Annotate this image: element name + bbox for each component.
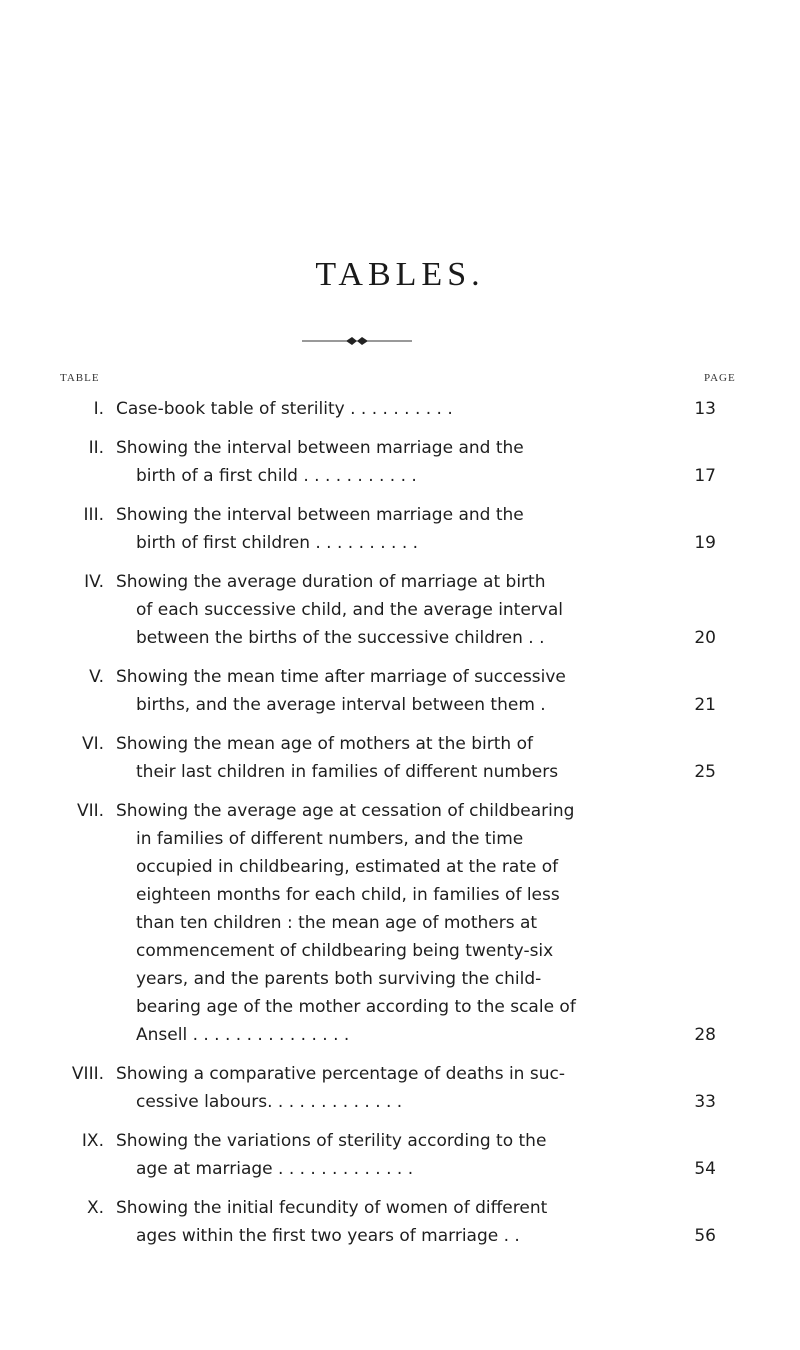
entry-text-line: Showing the interval between marriage and the	[116, 505, 524, 525]
table-numeral: VII.	[76, 801, 104, 821]
page-title: TABLES.	[315, 256, 485, 293]
table-numeral: VIII.	[71, 1064, 104, 1084]
entry-text-line: Showing the variations of sterility according to the	[116, 1131, 547, 1151]
entry-text-line: births, and the average interval between them .	[136, 695, 546, 715]
entry-text-line: Showing a comparative percentage of deaths in suc-	[116, 1064, 565, 1084]
page-number: 25	[694, 762, 716, 782]
entry-text-line: commencement of childbearing being twenty-six	[136, 941, 554, 961]
entry-text-line: birth of first children . . . . . . . . . .	[136, 533, 419, 553]
table-numeral: IV.	[84, 572, 104, 592]
entry-text-line: in families of different numbers, and the time	[136, 829, 524, 849]
page-number: 33	[694, 1092, 716, 1112]
entry-text-line: Showing the average age at cessation of childbearing	[116, 801, 575, 821]
table-column-header: TABLE	[60, 372, 100, 384]
entry-text-line: Showing the mean age of mothers at the birth of	[116, 734, 533, 754]
page-number: 21	[694, 695, 716, 715]
page-number: 28	[694, 1025, 716, 1045]
entry-text-line: age at marriage . . . . . . . . . . . . .	[136, 1159, 414, 1179]
entry-text-line: their last children in families of different numbers	[136, 762, 559, 782]
table-numeral: VI.	[81, 734, 104, 754]
entry-text-line: Showing the initial fecundity of women of different	[116, 1198, 548, 1218]
entry-text-line: years, and the parents both surviving the child-	[136, 969, 542, 989]
entry-text-line: Ansell . . . . . . . . . . . . . . .	[136, 1025, 350, 1045]
page-number: 54	[694, 1159, 716, 1179]
page-column-header: PAGE	[704, 372, 736, 384]
entry-text-line: bearing age of the mother according to the scale of	[136, 997, 576, 1017]
table-numeral: II.	[88, 438, 104, 458]
page-number: 56	[694, 1226, 716, 1246]
page-number: 20	[694, 628, 716, 648]
entry-text-line: Case-book table of sterility . . . . . . . . . .	[116, 399, 453, 419]
table-numeral: V.	[89, 667, 104, 687]
page-number: 17	[694, 466, 716, 486]
entry-text-line: Showing the average duration of marriage at birth	[116, 572, 546, 592]
entry-text-line: occupied in childbearing, estimated at the rate of	[136, 857, 559, 877]
entry-text-line: Showing the mean time after marriage of successive	[116, 667, 566, 687]
table-numeral: X.	[86, 1198, 104, 1218]
entry-text-line: than ten children : the mean age of mothers at	[136, 913, 538, 933]
entry-text-line: of each successive child, and the average interval	[136, 600, 564, 620]
table-numeral: III.	[83, 505, 104, 525]
entry-text-line: Showing the interval between marriage and the	[116, 438, 524, 458]
table-numeral: IX.	[81, 1131, 104, 1151]
entry-text-line: between the births of the successive children . .	[136, 628, 545, 648]
entry-text-line: cessive labours. . . . . . . . . . . . .	[136, 1092, 403, 1112]
entry-text-line: birth of a first child . . . . . . . . . . .	[136, 466, 417, 486]
entry-text-line: eighteen months for each child, in families of less	[136, 885, 560, 905]
page-number: 13	[694, 399, 716, 419]
table-numeral: I.	[93, 399, 104, 419]
entry-text-line: ages within the first two years of marriage . .	[136, 1226, 520, 1246]
page-number: 19	[694, 533, 716, 553]
ornamental-rule-icon	[302, 336, 412, 346]
